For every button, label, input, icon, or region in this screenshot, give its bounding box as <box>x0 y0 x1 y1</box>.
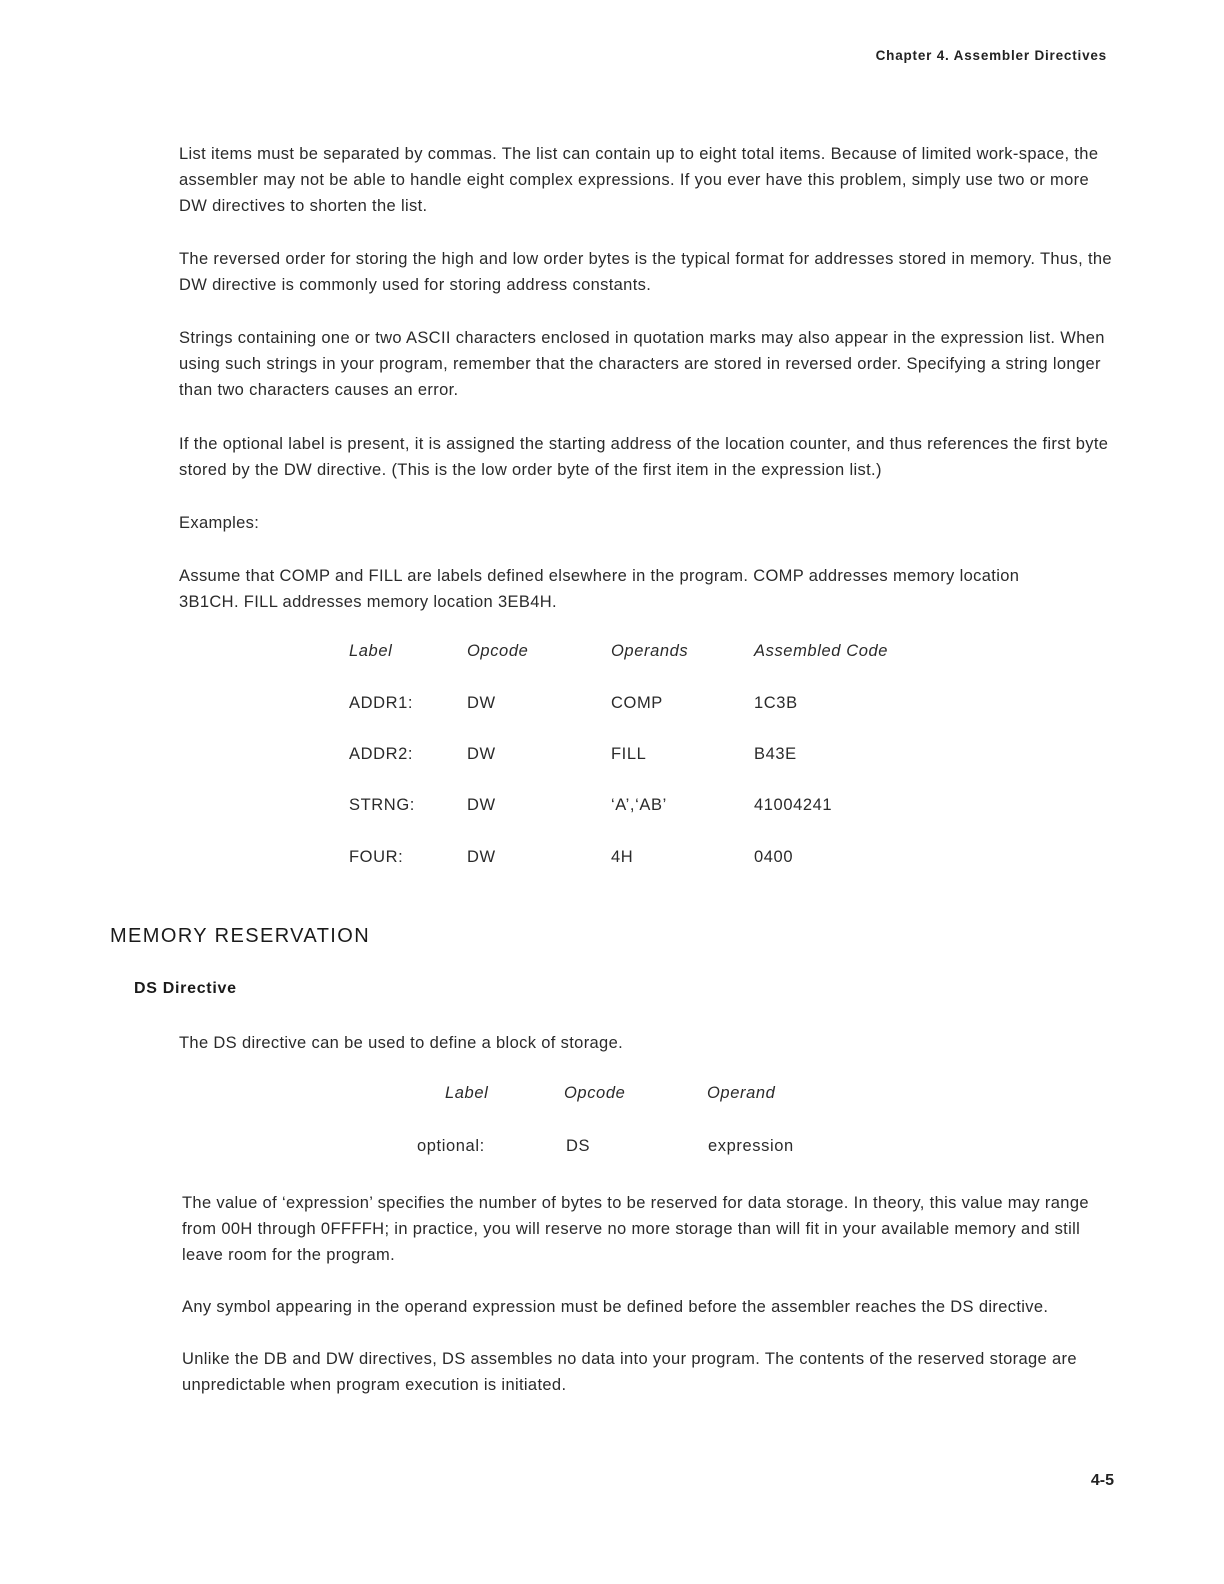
paragraph-list-items: List items must be separated by commas. The list can contain up to eight total items. Because of limited work-space, the assembler may not be able to handle eight complex expressions. If you ever have this problem, simply use two or more DW directives to shorten the list. <box>179 145 1099 215</box>
row-operands: FILL <box>611 745 647 763</box>
paragraph-examples-label: Examples: <box>179 514 260 532</box>
row-label: ADDR2: <box>349 745 414 763</box>
table-row <box>0 1137 1224 1161</box>
row-label: ADDR1: <box>349 694 414 712</box>
running-header: Chapter 4. Assembler Directives <box>875 48 1107 63</box>
section-title: MEMORY RESERVATION <box>110 925 371 947</box>
paragraph-ds-unlike: Unlike the DB and DW directives, DS assembles no data into your program. The contents of the reserved storage are unpredictable when program execution is initiated. <box>182 1350 1077 1394</box>
row-opcode: DW <box>467 745 496 763</box>
dw-header-label: Label <box>349 642 393 660</box>
paragraph-ds-expression: The value of ‘expression’ specifies the number of bytes to be reserved for data storage. In theory, this value may range from 00H through 0FFFFH; in practice, you will reserve no more storage than will fit in your available memory and still leave room for the program. <box>182 1194 1089 1264</box>
row-assembled-code: 1C3B <box>754 694 798 712</box>
page-number: 4-5 <box>1090 1472 1114 1489</box>
table-row <box>0 796 1224 820</box>
paragraph-assume: Assume that COMP and FILL are labels defined elsewhere in the program. COMP addresses memory location 3B1CH. FILL addresses memory location 3EB4H. <box>179 567 1020 611</box>
row-operands: ‘A’,‘AB’ <box>611 796 667 814</box>
ds-header-label: Label <box>445 1084 489 1102</box>
row-label: FOUR: <box>349 848 404 866</box>
ds-header-operand: Operand <box>707 1084 776 1102</box>
row-operands: 4H <box>611 848 634 866</box>
dw-header-opcode: Opcode <box>467 642 529 660</box>
table-row <box>0 694 1224 718</box>
row-opcode: DW <box>467 796 496 814</box>
paragraph-ds-symbol: Any symbol appearing in the operand expression must be defined before the assembler reaches the DS directive. <box>182 1298 1049 1316</box>
subsection-title: DS Directive <box>134 980 237 997</box>
row-opcode: DW <box>467 848 496 866</box>
row-label: optional: <box>417 1137 485 1155</box>
ds-table-header-row <box>0 1084 1224 1108</box>
dw-table-header-row <box>0 642 1224 666</box>
paragraph-reversed-order: The reversed order for storing the high and low order bytes is the typical format for addresses stored in memory. Thus, the DW directive is commonly used for storing address constants. <box>179 250 1112 294</box>
paragraph-strings: Strings containing one or two ASCII characters enclosed in quotation marks may also appear in the expression list. When using such strings in your program, remember that the characters are stored in reversed order. Specifying a string longer than two characters causes an error. <box>179 329 1105 399</box>
paragraph-ds-intro: The DS directive can be used to define a block of storage. <box>179 1034 624 1052</box>
row-opcode: DS <box>566 1137 591 1155</box>
dw-header-assembled-code: Assembled Code <box>754 642 889 660</box>
table-row <box>0 848 1224 872</box>
row-assembled-code: 41004241 <box>754 796 833 814</box>
paragraph-optional-label: If the optional label is present, it is assigned the starting address of the location counter, and thus references the first byte stored by the DW directive. (This is the low order byte of the first item in the expression list.) <box>179 435 1109 479</box>
row-operands: COMP <box>611 694 663 712</box>
row-assembled-code: B43E <box>754 745 797 763</box>
row-opcode: DW <box>467 694 496 712</box>
table-row <box>0 745 1224 769</box>
row-label: STRNG: <box>349 796 415 814</box>
dw-header-operands: Operands <box>611 642 689 660</box>
row-assembled-code: 0400 <box>754 848 794 866</box>
row-operand: expression <box>708 1137 794 1155</box>
ds-header-opcode: Opcode <box>564 1084 626 1102</box>
